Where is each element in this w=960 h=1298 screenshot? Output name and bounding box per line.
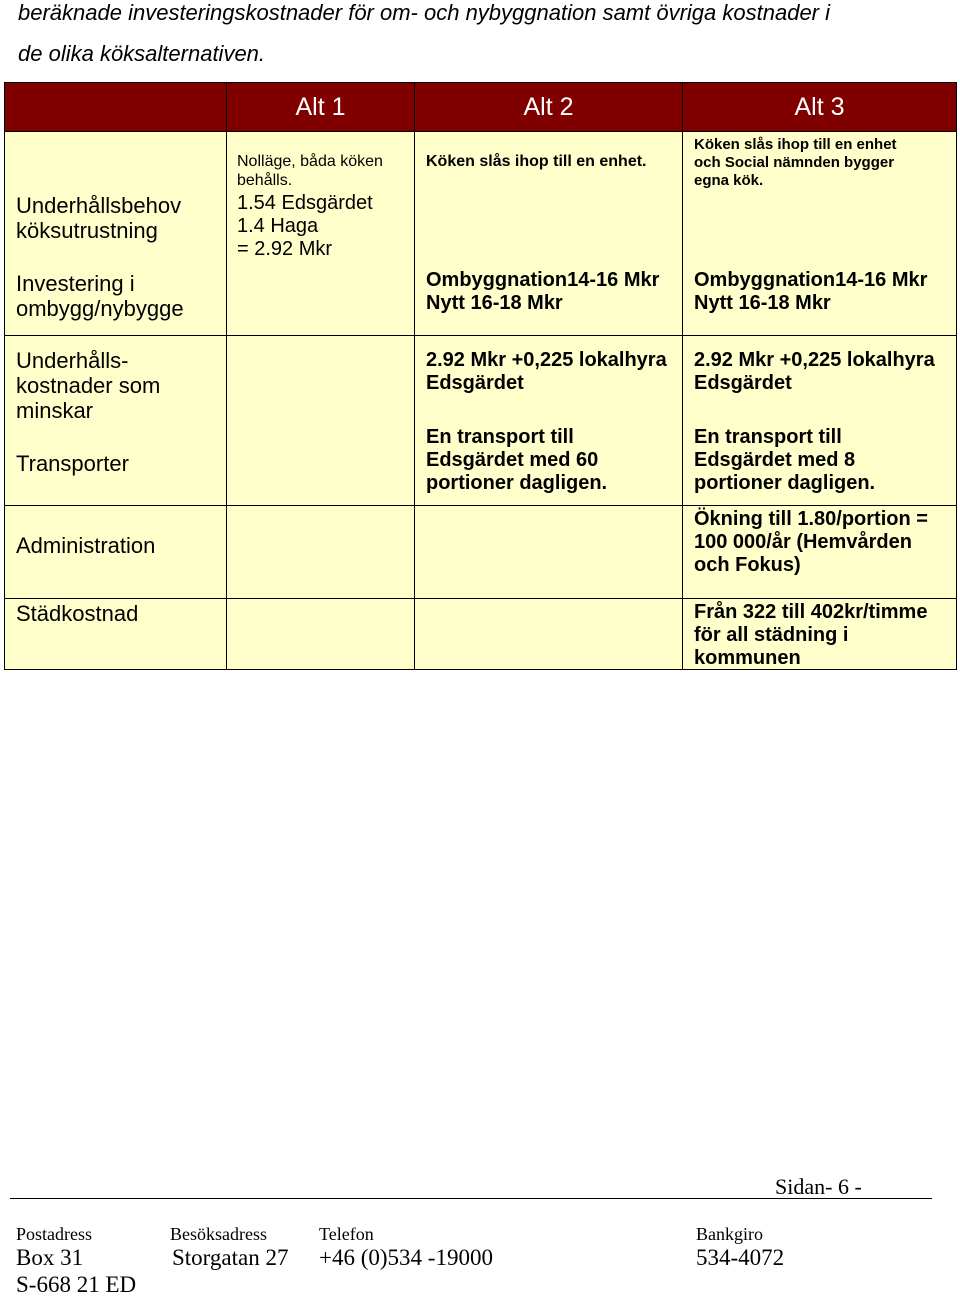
row-label: Underhålls- xyxy=(16,348,129,373)
row-label-cell xyxy=(5,599,227,670)
cell-text: Köken slås ihop till en enhet. xyxy=(426,153,647,170)
row-label-cell xyxy=(5,506,227,599)
alt-2-cell xyxy=(415,599,683,670)
page-number: Sidan- 6 - xyxy=(775,1174,862,1199)
footer-telefon-label: Telefon xyxy=(319,1224,374,1244)
cell-text: Edsgärdet xyxy=(694,372,792,394)
cell-text: behålls. xyxy=(237,172,293,189)
row-label-cell xyxy=(5,132,227,336)
cell-text: Edsgärdet xyxy=(426,372,524,394)
alt-1-cell xyxy=(227,599,415,670)
alt-1-cell xyxy=(227,506,415,599)
alt-3-cell xyxy=(683,336,957,506)
cell-text: 1.54 Edsgärdet xyxy=(237,192,373,214)
alt-1-cell xyxy=(227,336,415,506)
row-label: minskar xyxy=(16,398,94,423)
row-label: Städkostnad xyxy=(16,601,139,626)
cell-text: 2.92 Mkr +0,225 lokalhyra xyxy=(694,349,935,371)
cell-text: Edsgärdet med 8 xyxy=(694,449,856,471)
cell-text: Edsgärdet med 60 xyxy=(426,449,599,471)
cell-text: 2.92 Mkr +0,225 lokalhyra xyxy=(426,349,667,371)
row-label-cell xyxy=(5,336,227,506)
cell-text: 1.4 Haga xyxy=(237,215,319,237)
cell-text: portioner dagligen. xyxy=(694,472,876,494)
header-alt-2: Alt 2 xyxy=(415,83,683,132)
cell-text: 100 000/år (Hemvården xyxy=(694,531,912,553)
cell-text: och Social nämnden bygger xyxy=(694,154,895,171)
header-alt-3: Alt 3 xyxy=(683,83,957,132)
footer-postadress-value: Box 31 xyxy=(16,1245,84,1270)
footer-postadress-label: Postadress xyxy=(16,1224,92,1244)
alt-3-cell xyxy=(683,506,957,599)
intro-line-2: de olika köksalternativen. xyxy=(18,41,266,66)
intro-line-1: beräknade investeringskostnader för om- och nybyggnation samt övriga kostnader i xyxy=(18,0,831,25)
cell-text: En transport till xyxy=(694,426,842,448)
alt-2-cell xyxy=(415,132,683,336)
footer-bankgiro-label: Bankgiro xyxy=(696,1224,763,1244)
footer-divider xyxy=(10,1198,932,1199)
row-label: Investering i xyxy=(16,271,135,296)
alt-1-cell xyxy=(227,132,415,336)
cell-text: Ombyggnation14-16 Mkr xyxy=(426,269,660,291)
kitchen-alternatives-table xyxy=(4,82,957,670)
row-label: ombygg/nybygge xyxy=(16,296,184,321)
cell-text: Nytt 16-18 Mkr xyxy=(694,292,831,314)
row-label: Transporter xyxy=(16,451,129,476)
footer-bankgiro-value: 534-4072 xyxy=(696,1245,785,1270)
cell-text: kommunen xyxy=(694,647,801,669)
cell-text: för all städning i xyxy=(694,624,849,646)
row-label: köksutrustning xyxy=(16,218,158,243)
cell-text: Nytt 16-18 Mkr xyxy=(426,292,563,314)
alt-3-cell xyxy=(683,132,957,336)
footer-besoksadress-label: Besöksadress xyxy=(170,1224,267,1244)
cell-text: Köken slås ihop till en enhet xyxy=(694,136,897,153)
row-label: kostnader som xyxy=(16,373,161,398)
cell-text: Nolläge, båda köken xyxy=(237,153,383,170)
cell-text: Ökning till 1.80/portion = xyxy=(694,508,928,530)
row-label: Administration xyxy=(16,533,156,558)
cell-text: En transport till xyxy=(426,426,574,448)
cell-text: portioner dagligen. xyxy=(426,472,608,494)
footer-telefon-value: +46 (0)534 -19000 xyxy=(319,1245,493,1270)
table-row xyxy=(5,336,957,506)
cell-text: = 2.92 Mkr xyxy=(237,238,333,260)
cell-text: Från 322 till 402kr/timme xyxy=(694,601,928,623)
table-header-row xyxy=(5,83,957,132)
footer-besoksadress-value: Storgatan 27 xyxy=(172,1245,289,1270)
table-row xyxy=(5,599,957,670)
row-label: Underhållsbehov xyxy=(16,193,182,218)
cell-text: och Fokus) xyxy=(694,554,801,576)
cell-text: Ombyggnation14-16 Mkr xyxy=(694,269,928,291)
cell-text: egna kök. xyxy=(694,172,764,189)
alt-2-cell xyxy=(415,506,683,599)
table-row xyxy=(5,506,957,599)
alt-2-cell xyxy=(415,336,683,506)
footer-postadress-zip: S-668 21 ED xyxy=(16,1272,137,1297)
table-row xyxy=(5,132,957,336)
header-alt-1: Alt 1 xyxy=(227,83,415,132)
alt-3-cell xyxy=(683,599,957,670)
header-blank-cell xyxy=(5,83,227,132)
